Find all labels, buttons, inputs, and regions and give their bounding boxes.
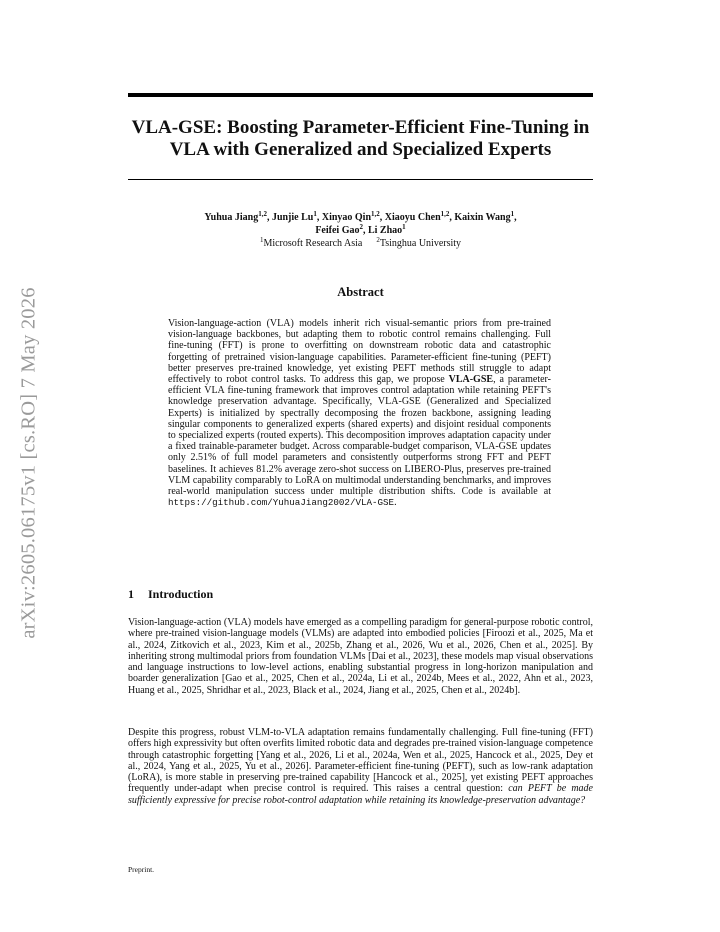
paper-title: VLA-GSE: Boosting Parameter-Efficient Fine-Tuning in VLA with Generalized and Specialized Experts [131, 117, 590, 160]
author-name: Yuhua Jiang [204, 212, 259, 223]
footer-note: Preprint. [128, 865, 155, 874]
author-line-1: Yuhua Jiang$^{1,2}$, Junjie Lu$^1$, Xinyao Qin$^{1,2}$, Xiaoyu Chen$^{1,2}$, Kaixin Wang$^1$, [204, 210, 517, 223]
intro-paragraph-1: Vision-language-action (VLA) models have emerged as a compelling paradigm for general-purpose robotic control, where pre-trained vision-language models (VLMs) are adapted into embodied policies [Firoozi et al., 2025, Ma et al., 2024, Zitkovich et al., 2023, Kim et al., 2025b, Zhang et al., 2026, Wu et al., 2026, Chen et al., 2025]. By inheriting strong multimodal priors from foundation VLMs [Dai et al., 2023], these models map visual observations and language instructions to low-level actions, enabling substantial progress in long-horizon manipulation and boarder generalization [Gao et al., 2025, Chen et al., 2024a, Li et al., 2024b, Mees et al., 2022, Ahn et al., 2023, Huang et al., 2025, Shridhar et al., 2023, Black et al., 2024, Jiang et al., 2025, Chen et al., 2024b]. [128, 617, 593, 696]
author-name: Kaixin Wang [454, 212, 511, 223]
code-link[interactable]: https://github.com/YuhuaJiang2002/VLA-GSE [168, 497, 395, 509]
intro-paragraph-2: Despite this progress, robust VLM-to-VLA adaptation remains fundamentally challenging. Full fine-tuning (FFT) offers high expressivity but often overfits limited robotic data and degrades pre-trained vision-language competence through catastrophic forgetting [Yang et al., 2026, Li et al., 2024a, Wen et al., 2025, Hancock et al., 2025, Dey et al., 2024, Yang et al., 2025, Yu et al., 2026]. Parameter-efficient fine-tuning (PEFT), such as low-rank adaptation (LoRA), is more stable in preserving pre-trained capability [Hancock et al., 2025], yet existing PEFT approaches frequently under-adapt when precise control is required. This raises a central question: can PEFT be made sufficiently expressive for precise robot-control adaptation while retaining its knowledge-preservation advantage? [128, 727, 593, 806]
author-name: Li Zhao [367, 224, 403, 236]
title-bottom-rule [128, 179, 593, 180]
section-title: Introduction [148, 587, 214, 601]
author-name: Xiaoyu Chen [384, 212, 441, 223]
author-line-2: Feifei Gao$^2$, Li Zhao$^1$ [315, 222, 406, 236]
affiliation-name: Tsinghua University [379, 238, 462, 249]
affiliations: $^1$Microsoft Research Asia $^2$Tsinghua University [259, 236, 462, 249]
arxiv-stamp [9, 262, 49, 664]
arxiv-stamp-text: arXiv:2605.06175v1 [cs.RO] 7 May 2026 [17, 287, 40, 639]
method-name: VLA-GSE [448, 374, 494, 386]
author-name: Xinyao Qin [321, 212, 372, 223]
abstract-body: Vision-language-action (VLA) models inherit rich visual-semantic priors from pre-trained vision-language backbones, but adapting them to robotic control remains challenging. Full fine-tuning (FFT) is prone to overfitting on downstream robotic data and catastrophic forgetting of pretrained vision-language capabilities. Parameter-efficient fine-tuning (PEFT) better preserves pre-trained knowledge, yet existing PEFT methods still struggle to adapt effectively to robot control tasks. To address this gap, we propose VLA-GSE, a parameter-efficient VLA fine-tuning framework that improves control adaptation while retaining PEFT's knowledge preservation advantage. Specifically, VLA-GSE (Generalized and Specialized Experts) is initialized by spectrally decomposing the frozen backbone, assigning leading singular components to generalized experts (shared experts) and disjoint residual components to specialized experts (routed experts). This decomposition improves adaptation capacity under a fixed trainable-parameter budget. Across comparable-budget comparison, VLA-GSE updates only 2.51% of full model parameters and consistently outperforms strong FFT and PEFT baselines. It achieves 81.2% average zero-shot success on LIBERO-Plus, preserves pre-trained VLM capability comparably to LoRA on multimodal understanding benchmarks, and improves real-world manipulation success under multiple distribution shifts. Code is available at https://github.com/YuhuaJiang2002/VLA-GSE. [168, 318, 551, 509]
section-heading [128, 587, 213, 602]
affiliation-name: Microsoft Research Asia [263, 238, 363, 249]
author-name: Junjie Lu [271, 212, 314, 223]
author-list [128, 212, 593, 237]
author-name: Feifei Gao [315, 224, 360, 236]
central-question: can PEFT be made sufficiently expressive for precise robot-control adaptation while retaining its knowledge-preservation advantage? [128, 783, 593, 806]
title-top-rule [128, 93, 593, 97]
section-number: 1 [128, 587, 134, 601]
abstract-heading: Abstract [337, 285, 384, 299]
